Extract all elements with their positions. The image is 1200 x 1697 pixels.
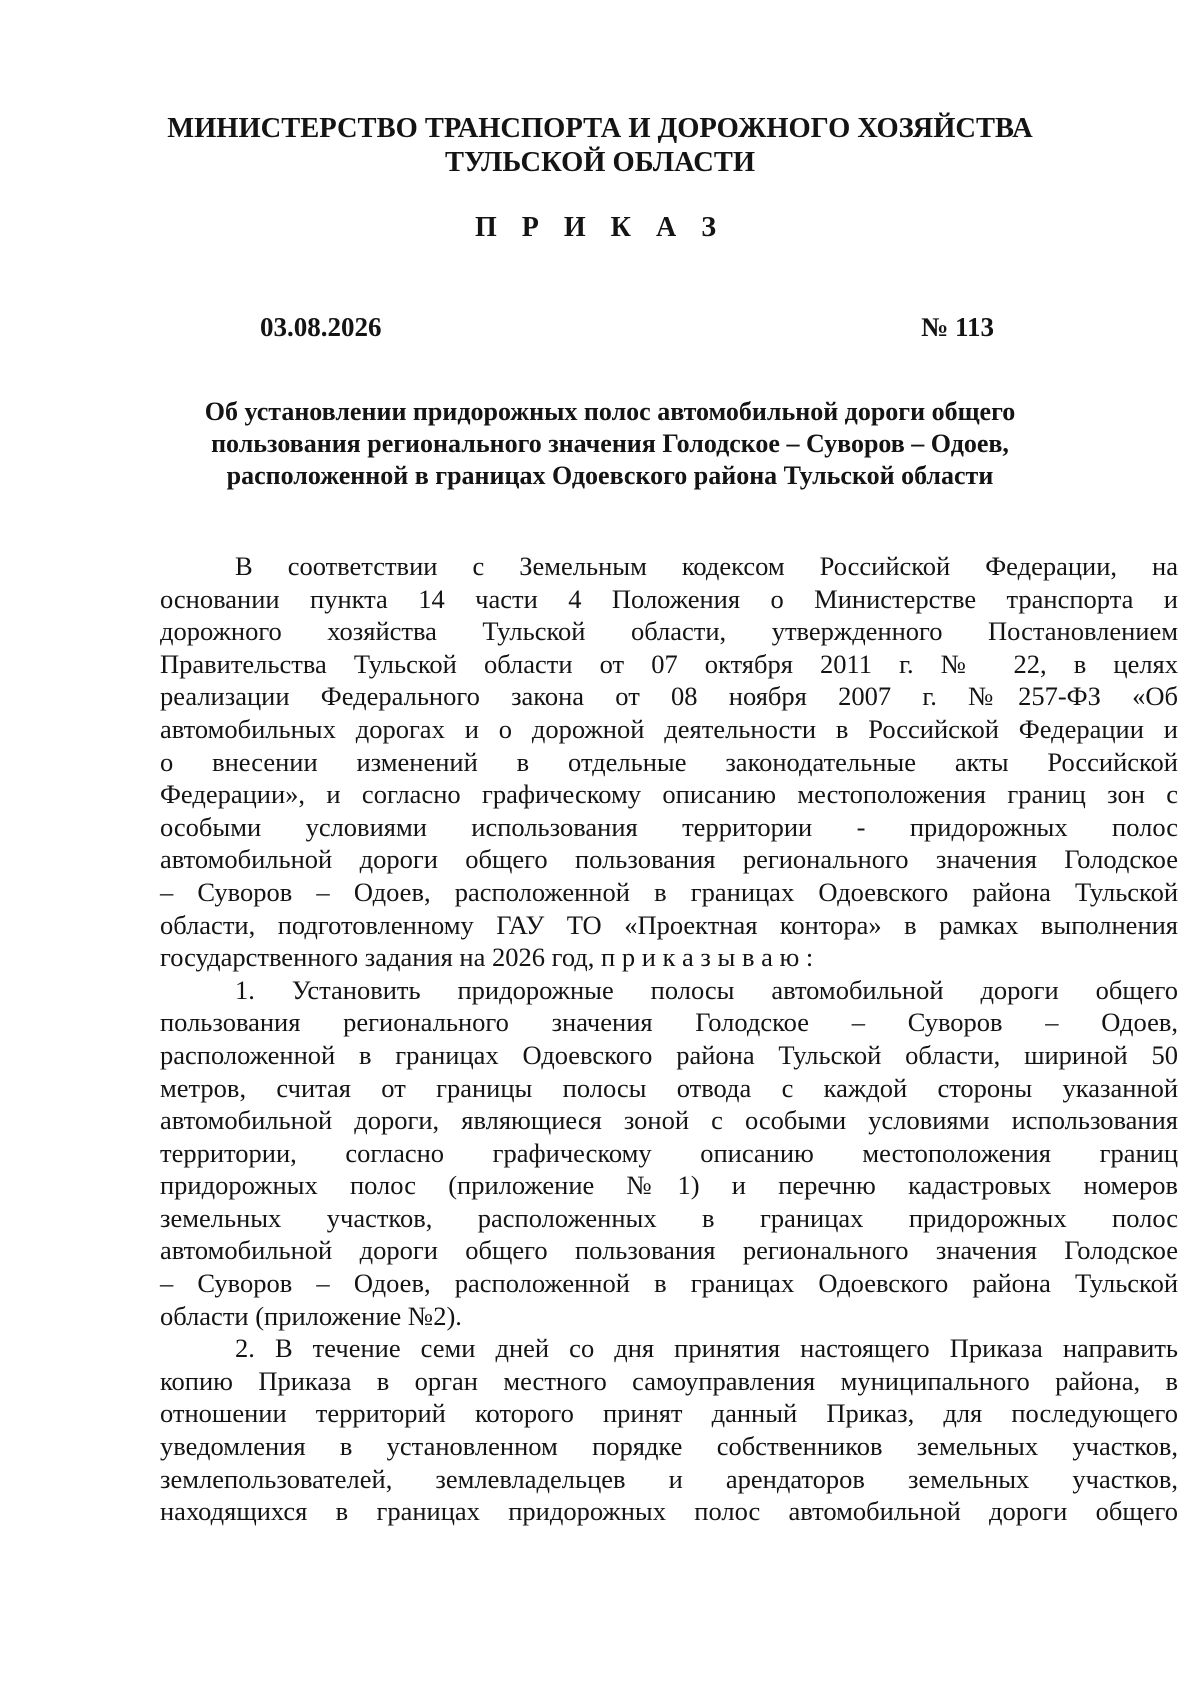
document-title-line: расположенной в границах Одоевского района Тульской области — [226, 461, 994, 490]
text-line: пользования регионального значения Голодское – Суворов – Одоев, — [160, 1007, 1178, 1038]
text-line: дорожного хозяйства Тульской области, утвержденного Постановлением — [160, 616, 1178, 647]
organization-name-line2: ТУЛЬСКОЙ ОБЛАСТИ — [445, 147, 755, 178]
text-line: особыми условиями использования территории - придорожных полос — [160, 811, 1178, 842]
text-line: автомобильной дороги общего пользования регионального значения Голодское — [160, 1235, 1178, 1266]
text-line: – Суворов – Одоев, расположенной в границах Одоевского района Тульской — [160, 1268, 1178, 1299]
text-line: копию Приказа в орган местного самоуправления муниципального района, в — [160, 1365, 1178, 1396]
text-line: Федерации», и согласно графическому описанию местоположения границ зон с — [160, 779, 1178, 810]
organization-name-line1: МИНИСТЕРСТВО ТРАНСПОРТА И ДОРОЖНОГО ХОЗЯЙСТВА — [167, 113, 1033, 144]
text-line: государственного задания на 2026 год, п р и к а з ы в а ю : — [160, 942, 814, 973]
text-line: реализации Федерального закона от 08 ноября 2007 г. №257-ФЗ «Об — [160, 681, 1178, 712]
text-line: территории, согласно графическому описанию местоположения границ — [160, 1137, 1178, 1168]
text-line: автомобильных дорогах и о дорожной деятельности в Российской Федерации и — [160, 713, 1178, 744]
text-line: уведомления в установленном порядке собственников земельных участков, — [160, 1431, 1178, 1462]
text-line: 1. Установить придорожные полосы автомобильной дороги общего — [235, 974, 1178, 1005]
text-line: землепользователей, землевладельцев и арендаторов земельных участков, — [160, 1463, 1178, 1494]
text-line: 2. В течение семи дней со дня принятия настоящего Приказа направить — [235, 1333, 1178, 1364]
clause-2-paragraph — [160, 1332, 1178, 1528]
text-line: области (приложение №2). — [160, 1300, 462, 1331]
text-line: о внесении изменений в отдельные законодательные акты Российской — [160, 746, 1178, 777]
document-date: 03.08.2026 — [260, 312, 382, 342]
document-number: № 113 — [921, 312, 994, 342]
text-line: придорожных полос (приложение №1) и перечню кадастровых номеров — [160, 1170, 1178, 1201]
text-line: отношении территорий которого принят данный Приказ, для последующего — [160, 1398, 1178, 1429]
text-line: метров, считая от границы полосы отвода с каждой стороны указанной — [160, 1072, 1178, 1103]
text-line: области, подготовленному ГАУ ТО «Проектная контора» в рамках выполнения — [160, 909, 1178, 940]
clause-1-paragraph — [160, 974, 1178, 1333]
document-title-line: пользования регионального значения Голодское – Суворов – Одоев, — [211, 429, 1009, 458]
text-line: Правительства Тульской области от 07 октября 2011 г. № 22, в целях — [160, 648, 1178, 679]
text-line: автомобильной дороги общего пользования регионального значения Голодское — [160, 844, 1178, 875]
text-line: расположенной в границах Одоевского района Тульской области, шириной 50 — [160, 1039, 1178, 1070]
text-line: – Суворов – Одоев, расположенной в границах Одоевского района Тульской — [160, 876, 1178, 907]
text-line: В соответствии с Земельным кодексом Российской Федерации, на — [235, 551, 1178, 581]
organization-name — [0, 112, 1200, 180]
text-line: основании пункта 14 части 4 Положения о Министерстве транспорта и — [160, 583, 1178, 614]
document-title — [160, 396, 1060, 492]
document-type-heading: П Р И К А З — [475, 212, 725, 243]
text-line: находящихся в границах придорожных полос автомобильной дороги общего — [160, 1496, 1178, 1527]
document-title-line: Об установлении придорожных полос автомобильной дороги общего — [204, 397, 1016, 426]
text-line: автомобильной дороги, являющиеся зоной с особыми условиями использования — [160, 1105, 1178, 1136]
document-body — [160, 550, 1178, 1528]
preamble-paragraph — [160, 550, 1178, 974]
text-line: земельных участков, расположенных в границах придорожных полос — [160, 1202, 1178, 1233]
